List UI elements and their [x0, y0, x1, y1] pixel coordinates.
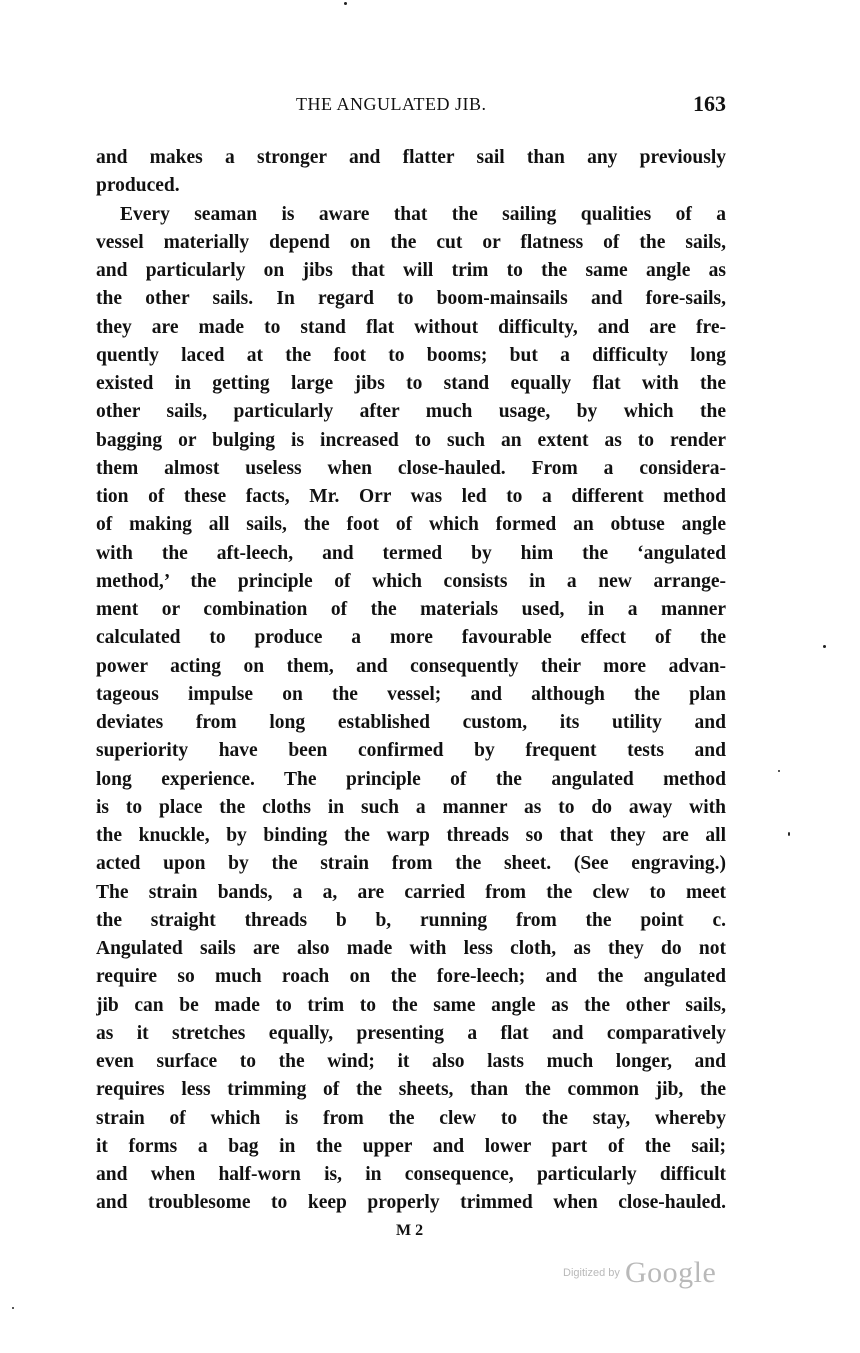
text-line: even surface to the wind; it also lasts much longer, and [96, 1051, 726, 1072]
text-line: jib can be made to trim to the same angle as the other sails, [96, 994, 726, 1016]
text-line: ment or combination of the materials used, in a manner [96, 599, 726, 620]
text-line: the straight threads b b, running from the point c. [96, 909, 726, 931]
scan-speck [823, 645, 826, 648]
google-logo: Google [624, 1256, 717, 1289]
signature-mark: M 2 [396, 1222, 424, 1239]
text-line: quently laced at the foot to booms; but a difficulty long [96, 344, 726, 366]
text-line: vessel materially depend on the cut or flatness of the sails, [96, 231, 726, 253]
text-line: it forms a bag in the upper and lower part of the sail; [96, 1135, 726, 1157]
text-line: existed in getting large jibs to stand equally flat with the [96, 373, 726, 394]
text-line: other sails, particularly after much usage, by which the [96, 401, 726, 423]
text-line: the other sails. In regard to boom-mainsails and fore-sails, [96, 288, 726, 310]
text-line: they are made to stand flat without difficulty, and are fre- [96, 316, 726, 338]
text-line: bagging or bulging is increased to such an extent as to render [96, 429, 726, 451]
scan-speck [12, 1307, 14, 1309]
text-line: power acting on them, and consequently their more advan- [96, 655, 726, 677]
page-number: 163 [693, 91, 726, 116]
text-line: require so much roach on the fore-leech; and the angulated [96, 966, 726, 988]
text-line: tageous impulse on the vessel; and although the plan [96, 683, 726, 705]
text-line: of making all sails, the foot of which formed an obtuse angle [96, 514, 726, 536]
text-line: tion of these facts, Mr. Orr was led to a different method [96, 486, 726, 507]
text-line: and troublesome to keep properly trimmed when close-hauled. [96, 1192, 726, 1214]
text-line: and when half-worn is, in consequence, particularly difficult [96, 1164, 726, 1185]
body-text [96, 144, 726, 1218]
text-line: method,’ the principle of which consists in a new arrange- [96, 570, 726, 592]
text-line: strain of which is from the clew to the stay, whereby [96, 1107, 726, 1129]
text-line: acted upon by the strain from the sheet. (See engraving.) [96, 853, 726, 875]
text-line: calculated to produce a more favourable effect of the [96, 627, 726, 649]
scan-speck [788, 832, 790, 836]
text-line: superiority have been confirmed by frequent tests and [96, 740, 726, 762]
text-line: them almost useless when close-hauled. From a considera- [96, 457, 726, 479]
text-line: long experience. The principle of the angulated method [96, 768, 726, 790]
scan-speck [778, 770, 780, 772]
scan-speck [344, 2, 347, 5]
paragraph-start-line: Every seaman is aware that the sailing qualities of a [120, 203, 726, 225]
watermark-prefix: Digitized by [563, 1267, 620, 1279]
running-head [96, 91, 726, 122]
text-line: The strain bands, a a, are carried from the clew to meet [96, 881, 726, 903]
text-line: with the aft-leech, and termed by him the ‘angulated [96, 542, 726, 564]
text-line: produced. [96, 175, 180, 197]
text-line: deviates from long established custom, its utility and [96, 712, 726, 733]
text-line: Angulated sails are also made with less cloth, as they do not [96, 938, 726, 959]
text-line: and makes a stronger and flatter sail than any previously [96, 147, 726, 168]
text-line: as it stretches equally, presenting a flat and comparatively [96, 1022, 726, 1044]
text-line: and particularly on jibs that will trim to the same angle as [96, 260, 726, 281]
text-line: the knuckle, by binding the warp threads so that they are all [96, 825, 726, 846]
text-line: requires less trimming of the sheets, than the common jib, the [96, 1079, 726, 1101]
digitized-watermark [563, 1256, 716, 1290]
text-line: is to place the cloths in such a manner as to do away with [96, 796, 726, 818]
running-head-title: THE ANGULATED JIB. [296, 94, 487, 114]
